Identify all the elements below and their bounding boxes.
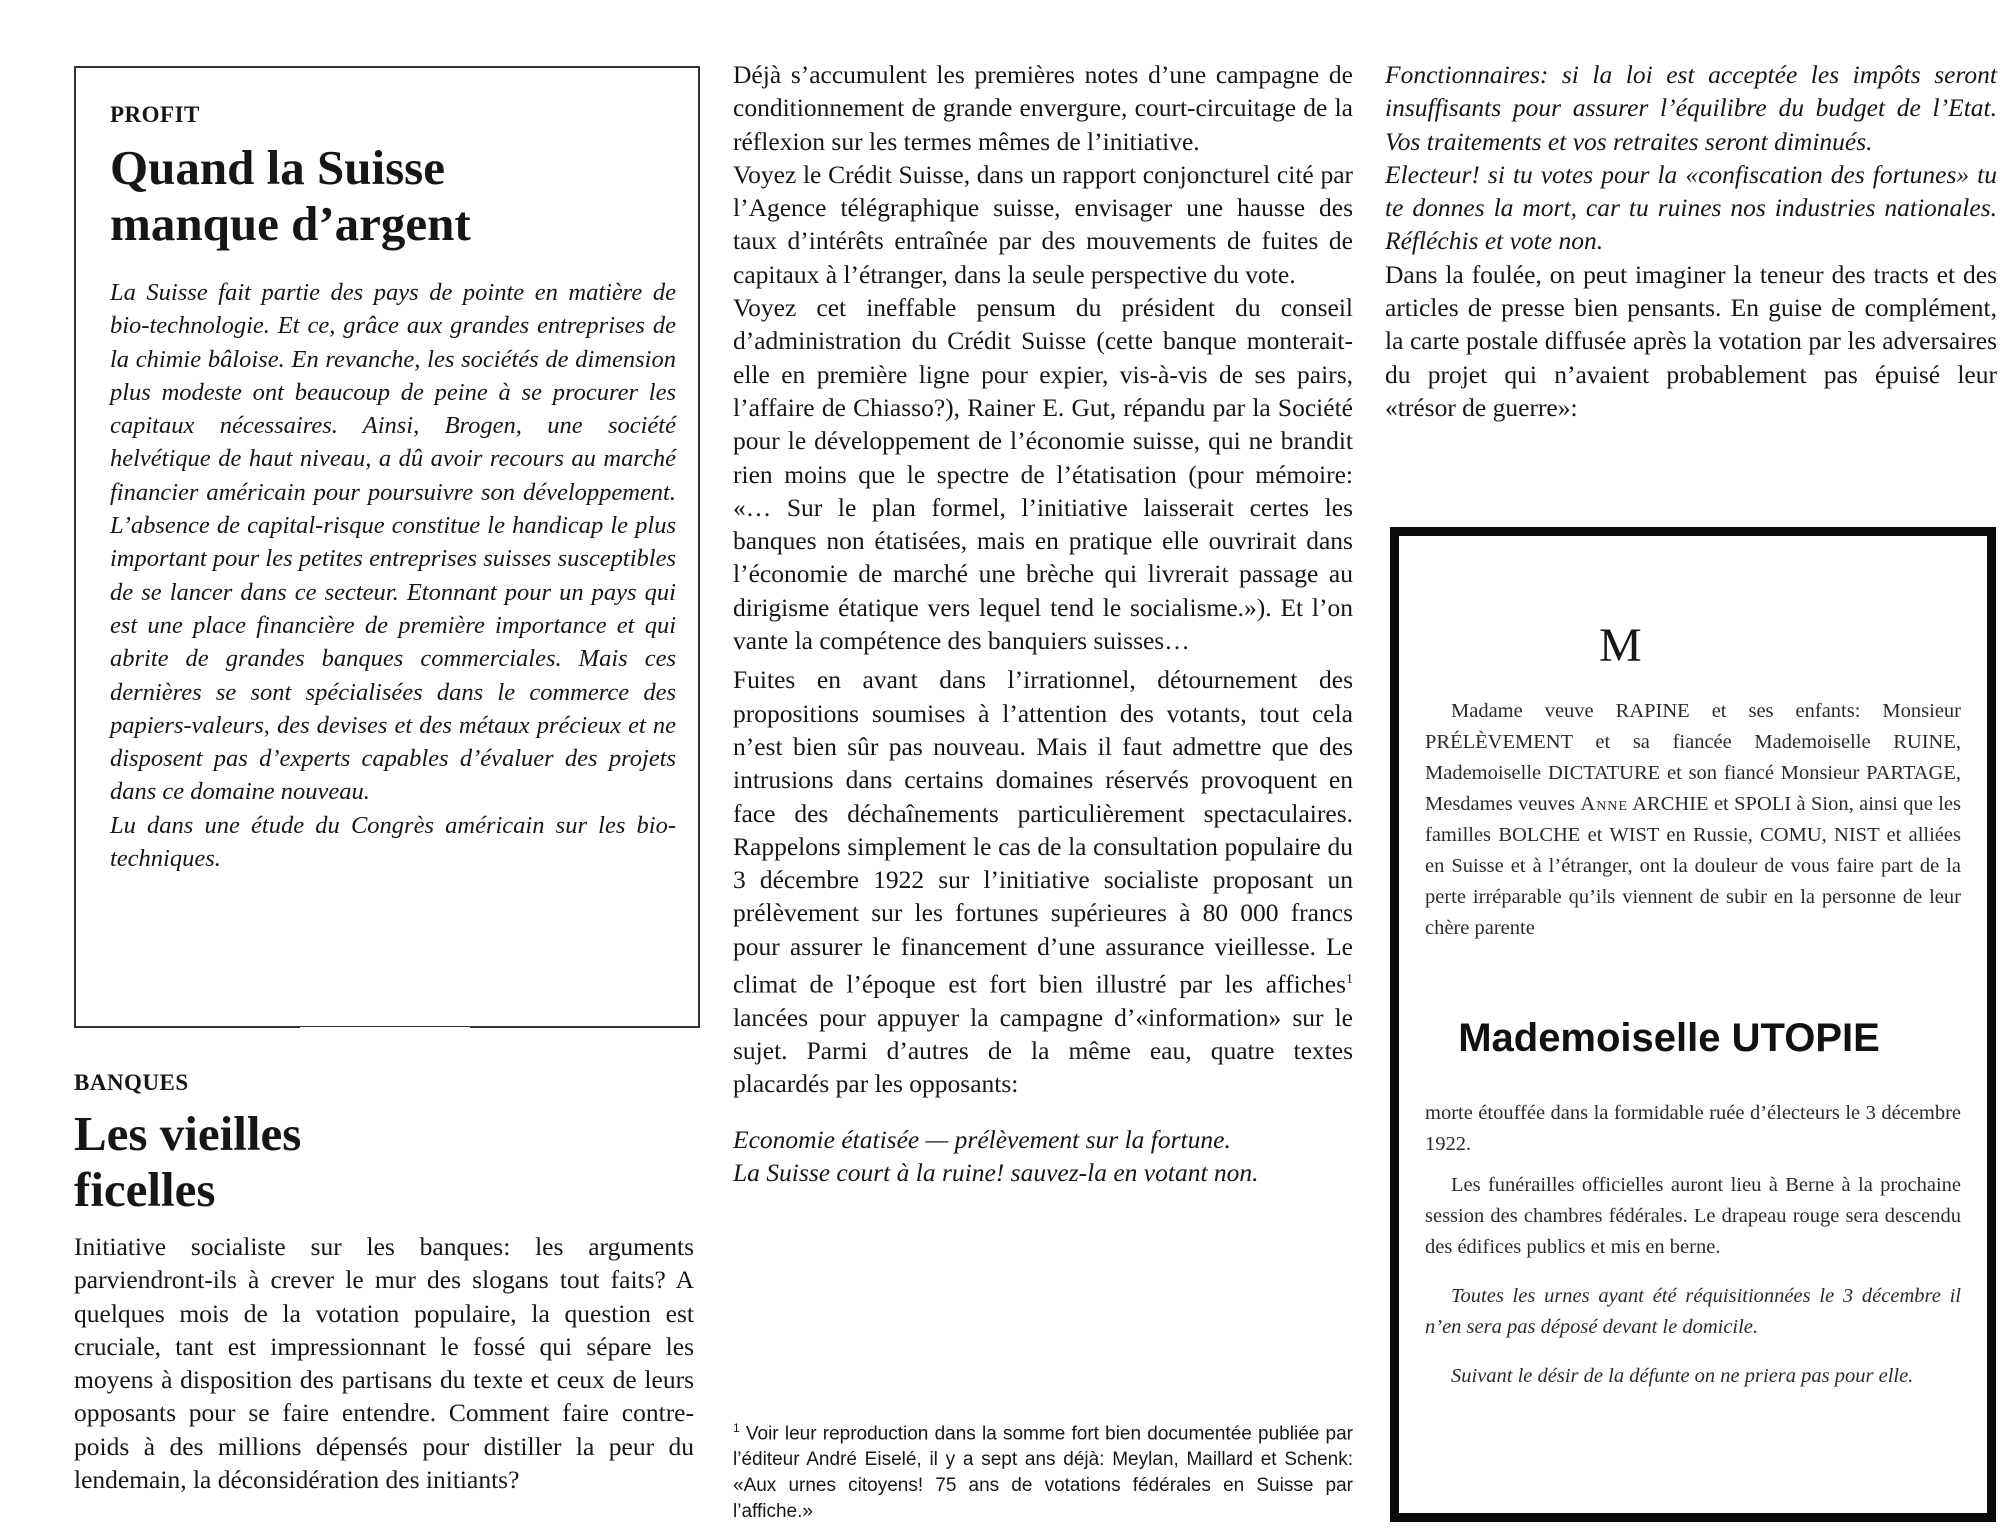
notice-announcement [1425, 696, 1961, 944]
col2-quote-1: Economie étatisée — prélèvement sur la fortune. [733, 1124, 1231, 1154]
name-comu: COMU [1760, 824, 1822, 846]
notice-details [1425, 1098, 1961, 1392]
notice-desir-paragraph: Suivant le désir de la défunte on ne priera pas pour elle. [1451, 1365, 1914, 1387]
col3-quote-electeur: Electeur! si tu votes pour la «confiscation des fortunes» tu te donnes la mort, car tu ruines nos industries nationales. Réfléchis et vote non. [1385, 159, 1997, 256]
profit-box [74, 66, 700, 1028]
name-spoli: SPOLI [1734, 793, 1792, 815]
banques-paragraph: Initiative socialiste sur les banques: les arguments parviendront-ils à crever le mur des slogans tout faits? A quelques mois de la votation populaire, la question est cruciale, tant est impressionnant le fossé qui sépare les moyens à disposition des partisans du texte et ceux de leurs opposants pour se faire entendre. Comment faire contre-poids à des millions dépensés pour distiller la peur du lendemain, la déconsidération des initiants? [74, 1232, 694, 1495]
name-nist: NIST [1834, 824, 1880, 846]
name-dictature: DICTATURE [1547, 762, 1661, 784]
banques-body [74, 1230, 694, 1496]
notice-family-paragraph: Madame veuve RAPINE et ses enfants: Monsieur PRÉLÈVEMENT et sa fiancée Mademoiselle RUINE, Mademoiselle DICTATURE et son fiancé Monsieur PARTAGE, Mesdames veuves Anne ARCHIE et SPOLI à Sion, ainsi que les familles BOLCHE et WIST en Russie, COMU, NIST et alliées en Suisse et à l’étranger, ont la douleur de vous faire part de la perte irréparable qu’ils viennent de subir en la personne de leur chère parente [1425, 700, 1961, 939]
col2-paragraph-4-part2: lancées pour appuyer la campagne d’«information» sur le sujet. Parmi d’autres de la même eau, quatre textes placardés par les opposants: [733, 1002, 1353, 1099]
profit-headline-line1: Quand la Suisse [110, 140, 445, 195]
notice-initial: M [1599, 619, 1642, 672]
name-partage: PARTAGE [1866, 762, 1956, 784]
notice-death-line: morte étouffée dans la formidable ruée d’électeurs le 3 décembre 1922. [1425, 1102, 1961, 1155]
footnote [733, 1415, 1353, 1525]
profit-kicker: PROFIT [110, 102, 200, 127]
col3-quote-fonctionnaires: Fonctionnaires: si la loi est acceptée les impôts seront insuffisants pour assurer l’équilibre du budget de l’Etat. Vos traitements et vos retraites seront diminués. [1385, 60, 1997, 156]
banques-headline [74, 1106, 301, 1218]
name-ruine: RUINE [1893, 731, 1956, 753]
col2-paragraph-4 [733, 663, 1353, 1100]
profit-headline-line2: manque d’argent [110, 196, 471, 251]
footnote-number: 1 [733, 1421, 740, 1435]
box-border-gap [300, 1027, 470, 1032]
notice-urnes-paragraph: Toutes les urnes ayant été réquisitionnées le 3 décembre il n’en sera pas déposé devant le domicile. [1425, 1285, 1961, 1338]
banques-kicker: BANQUES [74, 1070, 189, 1095]
banques-headline-line2: ficelles [74, 1162, 216, 1217]
profit-lead-source: Lu dans une étude du Congrès américain sur les bio-techniques. [110, 811, 676, 873]
col2-paragraph-1: Déjà s’accumulent les premières notes d’une campagne de conditionnement de grande envergure, court-circuitage de la réflexion sur les termes mêmes de l’initiative. [733, 60, 1353, 156]
col3-paragraph: Dans la foulée, on peut imaginer la teneur des tracts et des articles de presse bien pensants. En guise de complément, la carte postale diffusée après la votation par les adversaires du projet qui n’avaient probablement pas épuisé leur «trésor de guerre»: [1385, 259, 1997, 422]
notice-deceased-name: Mademoiselle UTOPIE [1458, 1016, 1880, 1060]
death-notice-card [1390, 527, 1996, 1522]
column-3-text [1385, 58, 1997, 424]
footnote-text: Voir leur reproduction dans la somme fort bien documentée publiée par l’éditeur André Eiselé, il y a sept ans déjà: Meylan, Maillard et Schenk: «Aux urnes citoyens! 75 ans de votations fédérales en Suisse par l’affiche.» [733, 1423, 1353, 1523]
name-prelevement: PRÉLÈVEMENT [1425, 731, 1573, 753]
column-2-text [733, 58, 1353, 1189]
notice-funeral-paragraph: Les funérailles officielles auront lieu à Berne à la prochaine session des chambres fédérales. Le drapeau rouge sera descendu des édifices publics et mis en berne. [1425, 1174, 1961, 1258]
name-bolche: BOLCHE [1498, 824, 1581, 846]
profit-lead [110, 276, 676, 875]
banques-headline-line1: Les vieilles [74, 1106, 302, 1161]
name-anne: Anne [1580, 793, 1628, 815]
name-wist: WIST [1609, 824, 1660, 846]
col2-paragraph-2: Voyez le Crédit Suisse, dans un rapport conjoncturel cité par l’Agence télégraphique suisse, envisager une hausse des taux d’intérêts entraînée par des mouvements de fuites de capitaux à l’étranger, dans la seule perspective du vote. [733, 159, 1353, 289]
name-rapine: RAPINE [1615, 700, 1690, 722]
footnote-marker: 1 [1346, 972, 1353, 988]
profit-headline [110, 140, 471, 252]
col2-paragraph-4-part1: Fuites en avant dans l’irrationnel, détournement des propositions soumises à l’attention des votants, tout cela n’est bien sûr pas nouveau. Mais il faut admettre que des intrusions dans certains domaines réservés provoquent en face des déchaînements particulièrement spectaculaires. Rappelons simplement le cas de la consultation populaire du 3 décembre 1922 sur l’initiative socialiste proposant un prélèvement sur les fortunes supérieures à 80 000 francs pour assurer le financement d’une assurance vieillesse. Le climat de l’époque est fort bien illustré par les affiches [733, 665, 1353, 999]
profit-lead-paragraph: La Suisse fait partie des pays de pointe en matière de bio-technologie. Et ce, grâce aux grandes entreprises de la chimie bâloise. En revanche, les sociétés de dimension plus modeste ont beaucoup de peine à se procurer les capitaux nécessaires. Ainsi, Brogen, une société helvétique de haut niveau, a dû avoir recours au marché financier américain pour poursuivre son développement. L’absence de capital-risque constitue le handicap le plus important pour les petites entreprises suisses susceptibles de se lancer dans ce secteur. Etonnant pour un pays qui est une place financière de première importance et qui abrite de grandes banques commerciales. Mais ces dernières se sont spécialisées dans le commerce des papiers-valeurs, des devises et des métaux précieux et ne disposent pas d’experts capables d’évaluer des projets dans ce domaine nouveau. [110, 279, 676, 806]
col2-paragraph-3: Voyez cet ineffable pensum du président du conseil d’administration du Crédit Suisse (cette banque monterait-elle en première ligne pour expier, vis-à-vis de ses pairs, l’affaire de Chiasso?), Rainer E. Gut, répandu par la Société pour le développement de l’économie suisse, qui ne brandit rien moins que le spectre de l’étatisation (pour mémoire: «… Sur le plan formel, l’initiative laisserait certes les banques non étatisées, mais en pratique elle ouvrirait dans l’économie de marché une brèche qui livrerait passage au dirigisme étatique vers lequel tend le socialisme.»). Et l’on vante la compétence des banquiers suisses… [733, 293, 1353, 656]
col2-quote-2: La Suisse court à la ruine! sauvez-la en votant non. [733, 1158, 1259, 1187]
name-archie: ARCHIE [1632, 793, 1709, 815]
